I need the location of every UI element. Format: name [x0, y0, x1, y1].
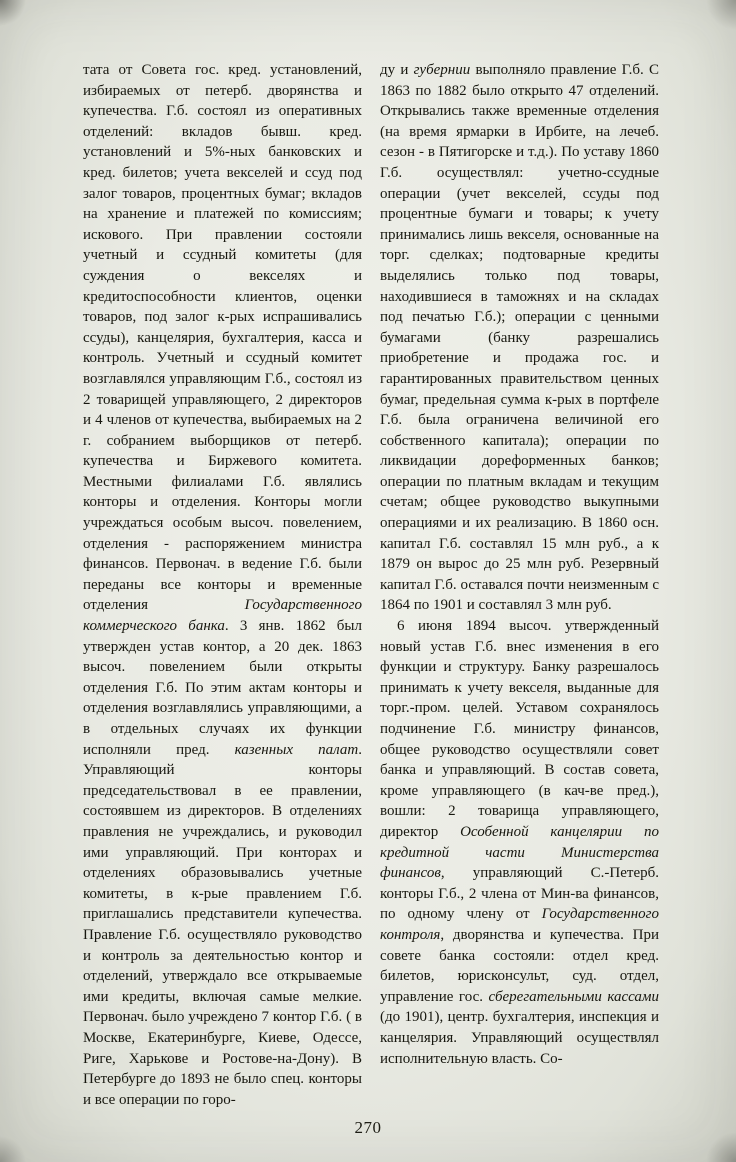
text-column-right: [380, 60, 659, 1110]
text-run: . 3 янв. 1862 был утвержден устав контор, а 20 дек. 1863 высоч. повелением были открыты отделения Г.б. По этим актам конторы и отделения возглавлялись управляющими, а в отдельных случаях их функции исполняли пред.: [83, 618, 362, 758]
italic-term: казенных палат: [234, 741, 359, 758]
italic-term: сберегательными кассами: [488, 988, 659, 1005]
text-run: ду и: [380, 62, 414, 78]
text-run: 6 июня 1894 высоч. утвержденный новый устав Г.б. внес изменения в его функции и структуру. Банку разрешалось принимать к учету векселя, выданные для торг.-пром. целей. Уставом сохранялось подчинение Г.б. министру финансов, общее руководство осуществляли совет банка и управляющий. В состав совета, кроме управляющего (в кач-ве пред.), вошли: 2 товарища управляющего, директор: [380, 618, 659, 840]
text-column-left: [83, 60, 362, 1110]
text-run: , дворянства и купечества. При совете банка состояли: отдел кред. билетов, юрисконсульт, суд. отдел, управление гос.: [380, 926, 659, 1005]
paragraph: [380, 60, 659, 616]
text-run: выполняло правление Г.б. С 1863 по 1882 было открыто 47 отделений. Открывались также временные отделения (на время ярмарки в Ирбите, на лечеб. сезон - в Пятигорске и т.д.). По уставу 1860 Г.б. осуществлял: учетно-ссудные операции (учет векселей, ссуды под процентные бумаги и товары; к учету принимались лишь векселя, основанные на торг. сделках; подтоварные кредиты выделялись только под товары, находившиеся в таможнях и на складах под печатью Г.б.); операции с ценными бумагами (банку разрешались приобретение и продажа гос. и гарантированных правительством ценных бумаг, предельная сумма к-рых в портфеле Г.б. была ограничена величиной его собственного капитала); операции по ликвидации дореформенных банков; операции по платным вкладам и текущим счетам; общее руководство выкупными операциями и их реализацию. В 1860 осн. капитал Г.б. составлял 15 млн руб., а к 1879 он вырос до 25 млн руб. Резервный капитал Г.б. оставался почти неизменным с 1864 по 1901 и составлял 3 млн руб.: [380, 62, 659, 614]
paragraph: [380, 616, 659, 1069]
italic-term: Государственного контроля: [380, 906, 659, 943]
two-column-text-block: [83, 60, 659, 1110]
paragraph: [83, 60, 362, 1110]
text-run: (до 1901), центр. бухгалтерия, инспекция и канцелярия. Управляющий осуществлял исполнительную власть. Со-: [380, 1009, 659, 1067]
italic-term: Особенной канцелярии по кредитной части Министерства финансов: [380, 823, 659, 882]
page-number: 270: [354, 1118, 382, 1137]
text-run: тата от Совета гос. кред. установлений, избираемых от петерб. дворянства и купечества. Г.б. состоял из оперативных отделений: вкладов бывш. кред. установлений и 5%-ных банковских и кред. билетов; учета векселей и ссуд под залог товаров, процентных бумаг; вкладов на хранение и платежей по комиссиям; искового. При правлении состояли учетный и ссудный комитеты (для суждения о векселях и кредитоспособности клиентов, оценки товаров, под залог к-рых испрашивались ссуды), канцелярия, бухгалтерия, касса и контроль. Учетный и ссудный комитет возглавлялся управляющим Г.б., состоял из 2 товарищей управляющего, 2 директоров и 4 членов от купечества, выбираемых на 2 г. собранием выборщиков от петерб. купечества и Биржевого комитета. Местными филиалами Г.б. являлись конторы и отделения. Конторы могли учреждаться особым высоч. повелением, отделения - распоряжением министра финансов. Первонач. в ведение Г.б. были переданы все конторы и временные отделения: [83, 62, 362, 614]
italic-term: губернии: [413, 62, 471, 78]
italic-term: Государственного коммерческого банка: [83, 597, 362, 635]
text-run: . Управляющий конторы председательствовал в ее правлении, состоявшем из директоров. В отделениях правления не учреждались, и руководил ими управляющий. При конторах и отделениях образовывались учетные комитеты, в к-рые правлением Г.б. приглашались представители купечества. Правление Г.б. осуществляло руководство и контроль за деятельностью контор и отделений, утверждало все открываемые ими кредиты, включая самые мелкие. Первонач. было учреждено 7 контор Г.б. ( в Москве, Екатеринбурге, Киеве, Одессе, Риге, Харькове и Ростове-на-Дону). В Петербурге до 1893 не было спец. конторы и все операции по горо-: [83, 741, 362, 1108]
text-run: , управляющий С.-Петерб. конторы Г.б., 2 члена от Мин-ва финансов, по одному члену от: [380, 865, 659, 923]
